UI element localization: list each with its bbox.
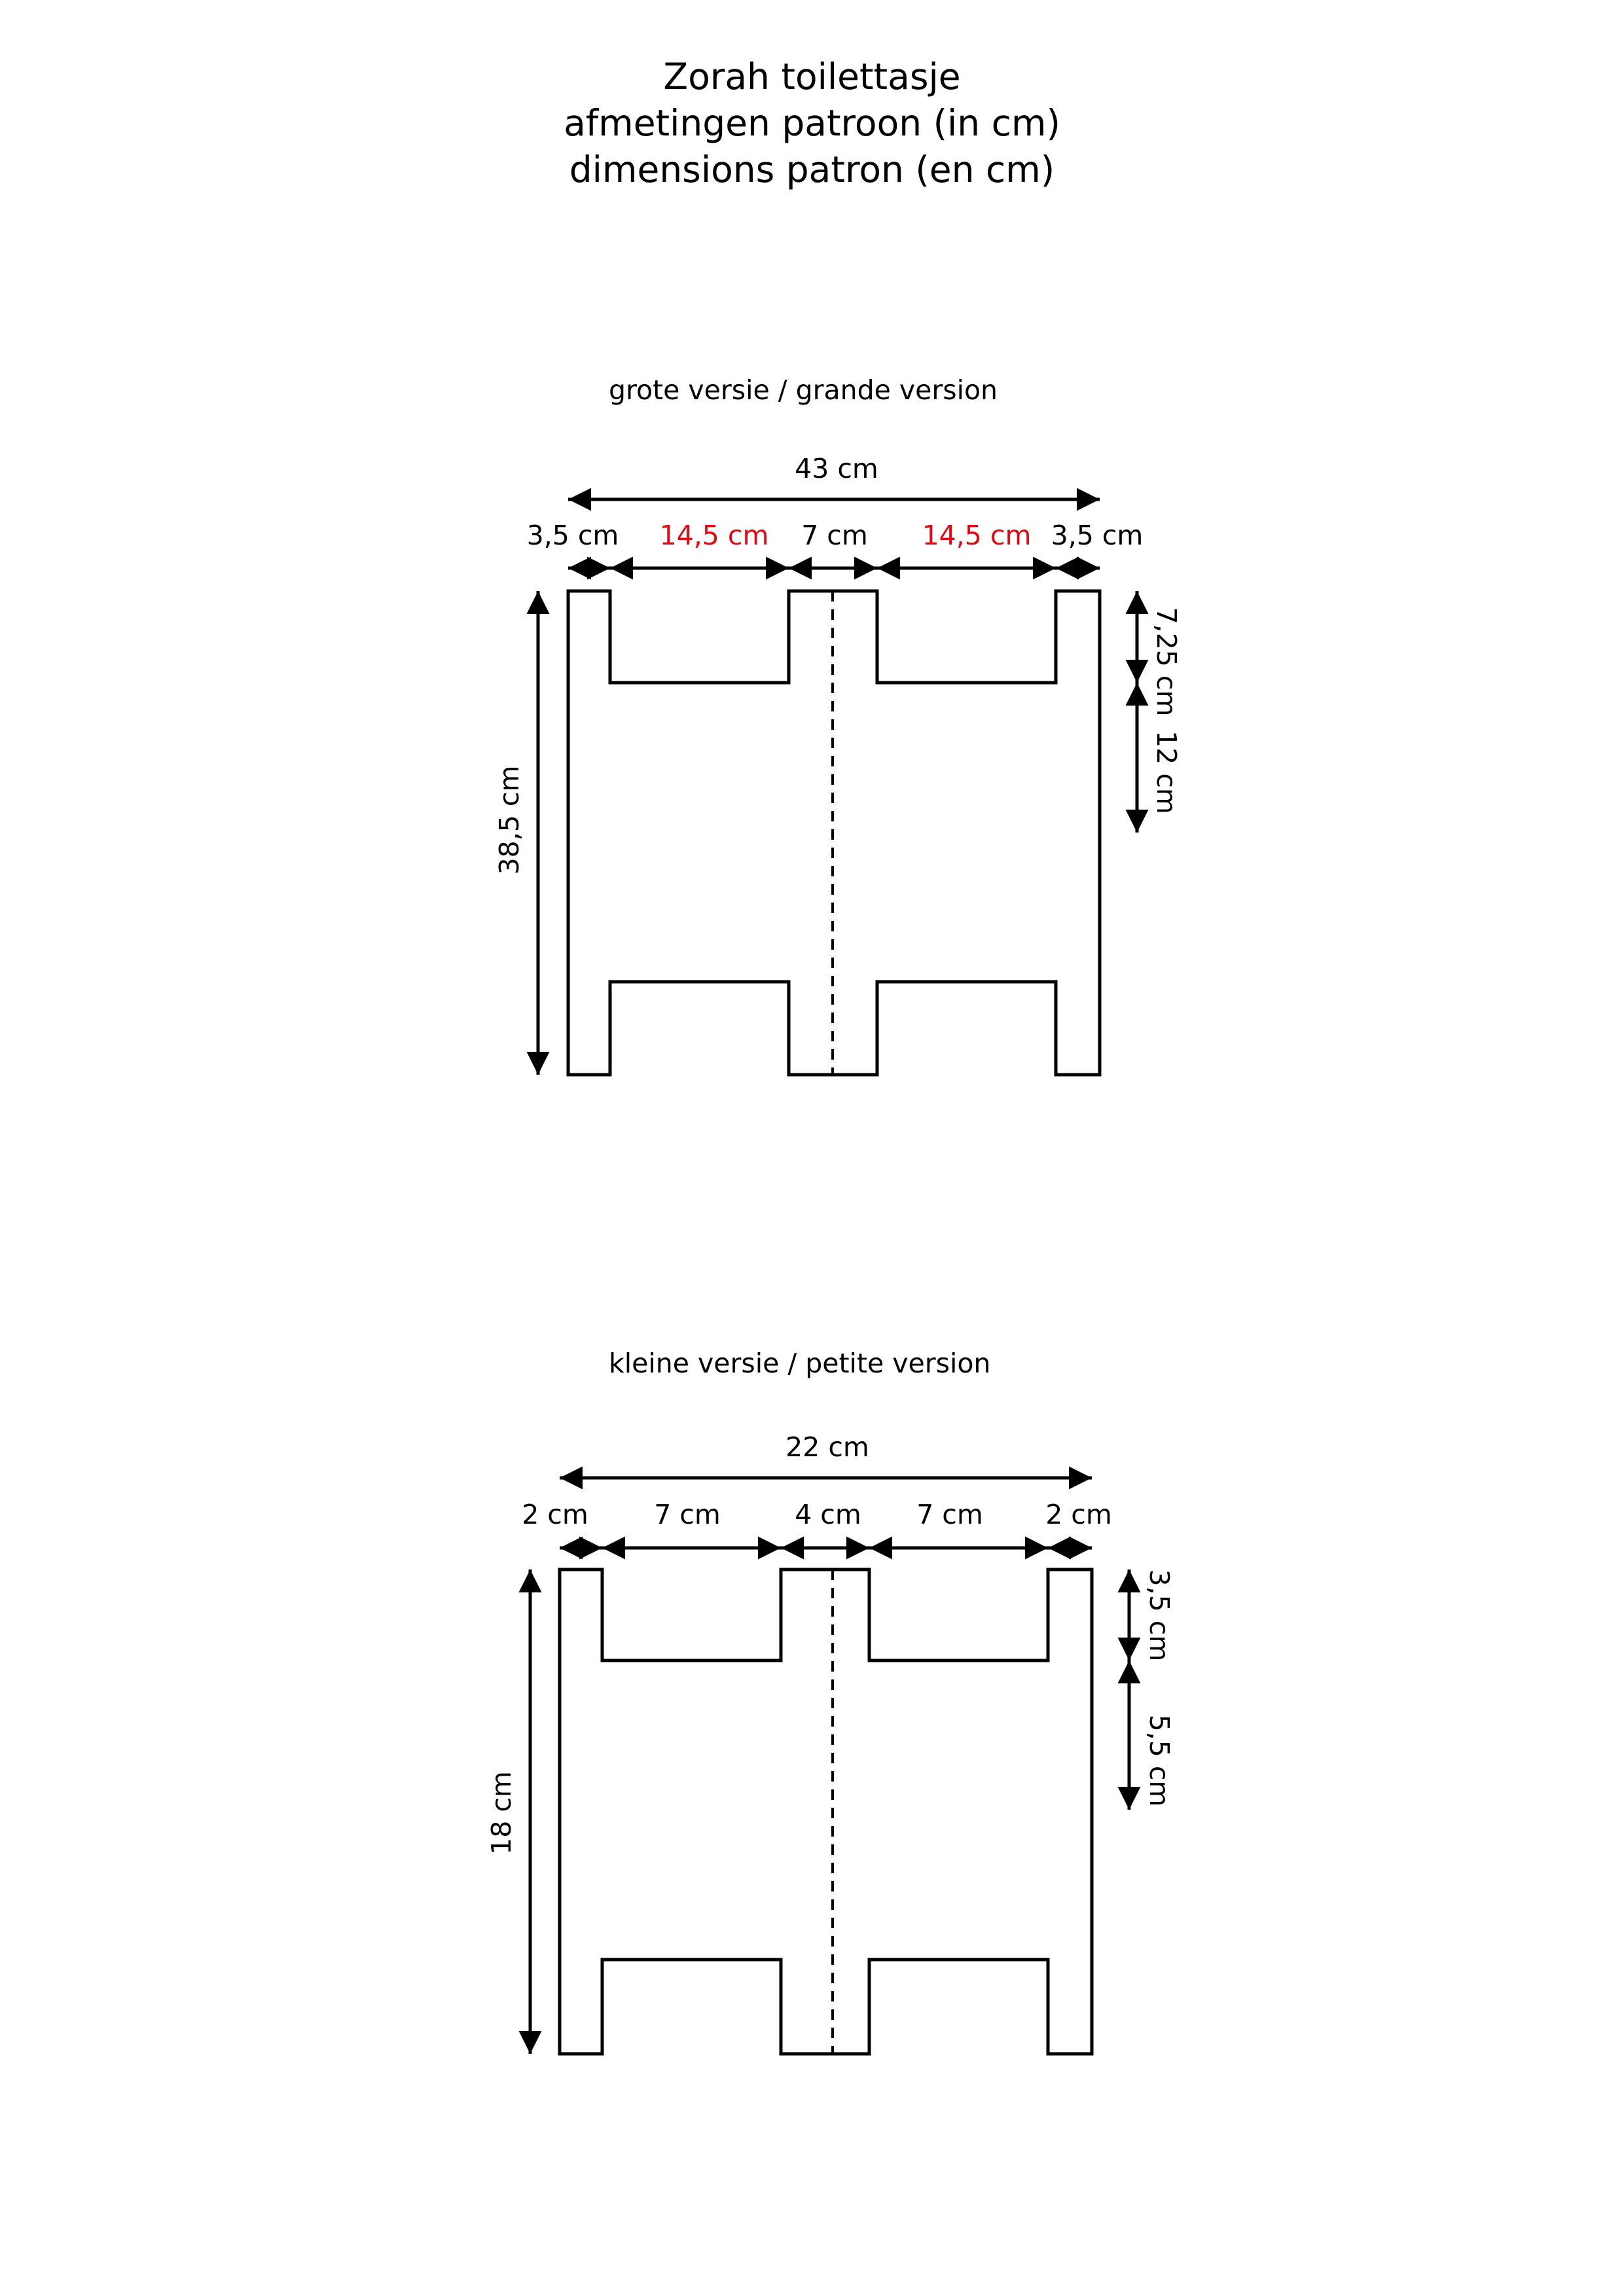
large-seg5-label: 3,5 cm [1051, 520, 1144, 551]
large-lower-dim-label: 12 cm [1151, 730, 1182, 814]
small-seg4-label: 7 cm [916, 1499, 983, 1530]
small-seg5-label: 2 cm [1045, 1499, 1112, 1530]
large-height-label: 38,5 cm [494, 765, 525, 875]
small-version-diagram [486, 1348, 1175, 2054]
large-seg3-label: 7 cm [801, 520, 868, 551]
small-seg1-label: 2 cm [522, 1499, 588, 1530]
small-seg3-label: 4 cm [795, 1499, 861, 1530]
small-notch-depth-label: 3,5 cm [1144, 1569, 1175, 1662]
large-total-width-label: 43 cm [795, 453, 878, 484]
small-lower-dim-label: 5,5 cm [1144, 1714, 1175, 1807]
large-seg4-label: 14,5 cm [922, 520, 1032, 551]
large-seg1-label: 3,5 cm [526, 520, 619, 551]
subtitle-dutch: afmetingen patroon (in cm) [564, 102, 1060, 144]
large-version-diagram [494, 374, 1182, 1075]
large-version-label: grote versie / grande version [609, 374, 998, 406]
large-seg2-label: 14,5 cm [659, 520, 769, 551]
page-title: Zorah toilettasje [663, 56, 961, 98]
small-total-width-label: 22 cm [785, 1431, 869, 1463]
small-pattern-outline [560, 1570, 1092, 2054]
large-notch-depth-label: 7,25 cm [1151, 607, 1182, 717]
small-version-label: kleine versie / petite version [609, 1348, 991, 1379]
small-seg2-label: 7 cm [654, 1499, 721, 1530]
small-height-label: 18 cm [486, 1771, 517, 1855]
subtitle-french: dimensions patron (en cm) [569, 149, 1055, 190]
